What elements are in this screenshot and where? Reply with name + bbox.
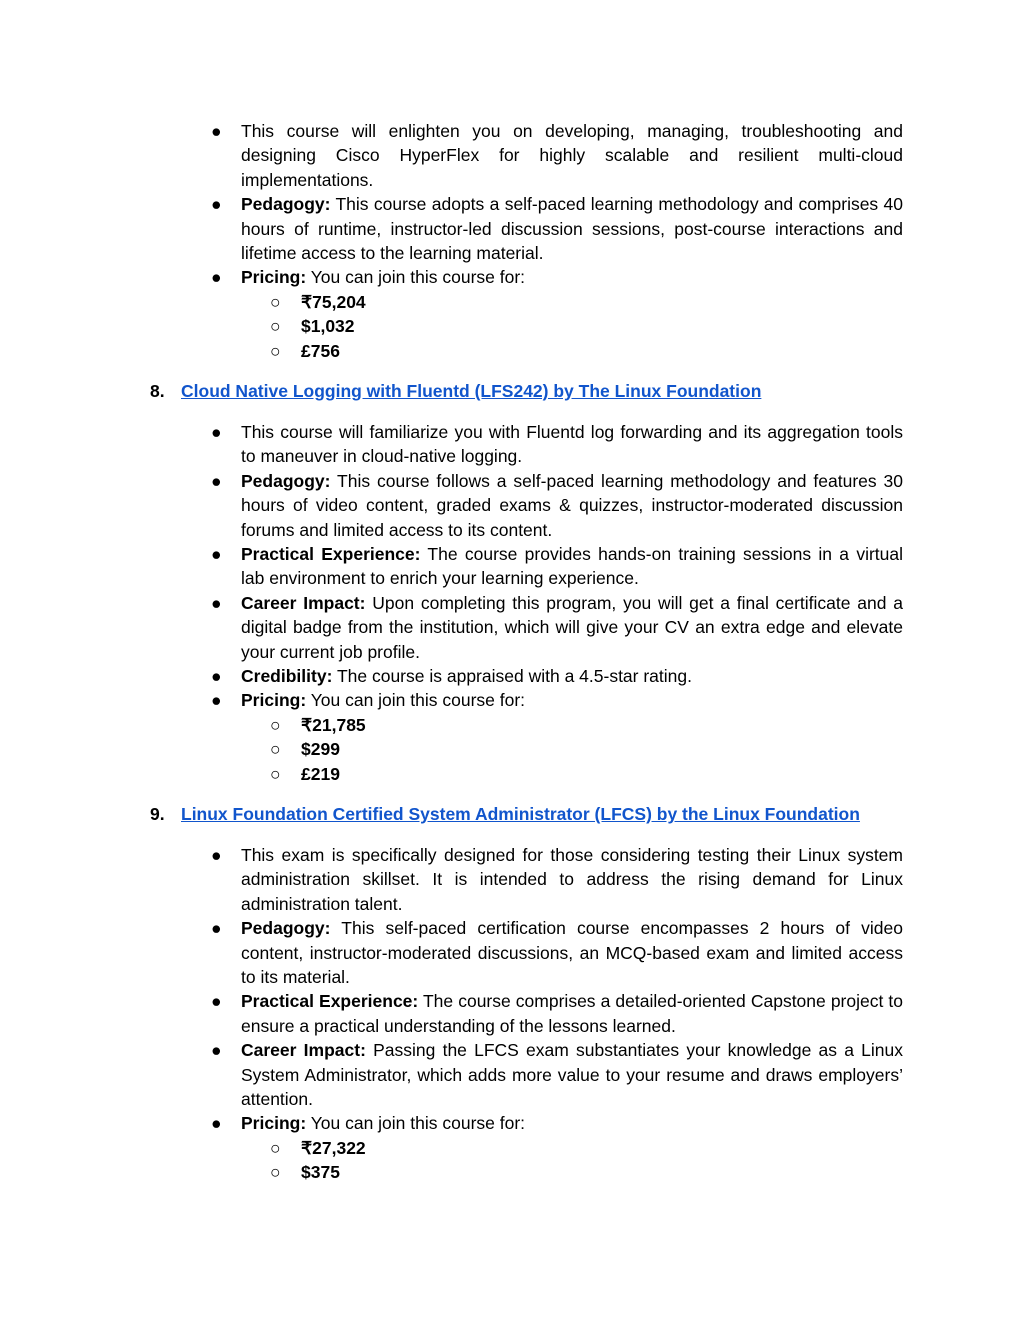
bullet-item (0, 1111, 903, 1135)
price-value: ₹75,204 (301, 291, 366, 312)
bullet-text: This course follows a self-paced learning methodology and features 30 hours of video content, graded exams & quizzes, instructor-moderated discussion forums and limited access to its content. (241, 470, 903, 540)
bullet-icon: ● (211, 1040, 222, 1061)
price-item (0, 314, 1024, 338)
section-9-bullet-list (0, 843, 1024, 1185)
bullet-item (0, 265, 903, 289)
price-item (0, 1160, 1024, 1184)
bullet-label: Career Impact: (241, 592, 366, 613)
bullet-label: Practical Experience: (241, 991, 419, 1012)
bullet-icon: ● (211, 194, 222, 215)
bullet-icon: ● (211, 918, 222, 939)
bullet-text: The course comprises a detailed-oriented Capstone project to ensure a practical understanding of the lessons learned. (241, 991, 903, 1036)
circle-bullet-icon: ○ (270, 714, 281, 735)
price-item (0, 737, 1024, 761)
price-value: £756 (301, 340, 340, 361)
bullet-text: You can join this course for: (306, 1113, 526, 1134)
bullet-label: Credibility: (241, 666, 333, 687)
price-item (0, 1136, 1024, 1160)
course-title-link[interactable]: Linux Foundation Certified System Administrator (LFCS) by the Linux Foundation (181, 804, 860, 824)
price-value: $299 (301, 739, 340, 760)
circle-bullet-icon: ○ (270, 316, 281, 337)
bullet-item (0, 119, 903, 192)
circle-bullet-icon: ○ (270, 340, 281, 361)
bullet-icon: ● (211, 544, 222, 565)
bullet-icon: ● (211, 690, 222, 711)
bullet-icon: ● (211, 267, 222, 288)
bullet-icon: ● (211, 422, 222, 442)
price-value: £219 (301, 763, 340, 784)
bullet-item (0, 843, 903, 916)
bullet-item (0, 420, 903, 469)
bullet-item (0, 989, 903, 1038)
price-value: ₹27,322 (301, 1137, 366, 1158)
bullet-item (0, 688, 903, 712)
bullet-item (0, 469, 903, 542)
section-number: 8. (150, 381, 165, 401)
circle-bullet-icon: ○ (270, 1137, 281, 1158)
bullet-item (0, 1038, 903, 1111)
circle-bullet-icon: ○ (270, 291, 281, 312)
bullet-icon: ● (211, 121, 222, 141)
section-7-bullet-list (0, 119, 1024, 363)
bullet-label: Pricing: (241, 1113, 307, 1134)
bullet-text: The course is appraised with a 4.5-star rating. (332, 666, 692, 687)
bullet-text: Passing the LFCS exam substantiates your knowledge as a Linux System Administrator, which adds more value to your resume and draws employers’ attention. (241, 1040, 903, 1110)
bullet-label: Practical Experience: (241, 544, 421, 565)
bullet-icon: ● (211, 845, 222, 865)
bullet-text: Upon completing this program, you will get a final certificate and a digital badge from the institution, which will give your CV an extra edge and elevate your current job profile. (241, 592, 903, 662)
bullet-text: This self-paced certification course encompasses 2 hours of video content, instructor-moderated discussions, an MCQ-based exam and limited access to its material. (241, 918, 903, 988)
bullet-item (0, 542, 903, 591)
bullet-item (0, 916, 903, 989)
bullet-label: Pedagogy: (241, 194, 331, 215)
price-value: $1,032 (301, 316, 355, 337)
price-item (0, 713, 1024, 737)
bullet-icon: ● (211, 470, 222, 491)
bullet-text: This course will enlighten you on developing, managing, troubleshooting and designing Cisco HyperFlex for highly scalable and resilient multi-cloud implementations. (241, 121, 903, 190)
bullet-text: You can join this course for: (306, 267, 526, 288)
bullet-icon: ● (211, 991, 222, 1012)
price-item (0, 762, 1024, 786)
bullet-icon: ● (211, 592, 222, 613)
section-number: 9. (150, 804, 165, 824)
bullet-label: Pricing: (241, 690, 307, 711)
course-title-link[interactable]: Cloud Native Logging with Fluentd (LFS242) by The Linux Foundation (181, 381, 762, 401)
circle-bullet-icon: ○ (270, 739, 281, 760)
circle-bullet-icon: ○ (270, 1162, 281, 1183)
bullet-label: Pedagogy: (241, 470, 331, 491)
bullet-icon: ● (211, 666, 222, 687)
bullet-item (0, 192, 903, 265)
price-value: $375 (301, 1162, 340, 1183)
bullet-item (0, 591, 903, 664)
bullet-text: The course provides hands-on training sessions in a virtual lab environment to enrich your learning experience. (241, 544, 903, 589)
bullet-label: Career Impact: (241, 1040, 366, 1061)
circle-bullet-icon: ○ (270, 763, 281, 784)
bullet-label: Pricing: (241, 267, 307, 288)
price-item (0, 339, 1024, 363)
bullet-text: This course adopts a self-paced learning methodology and comprises 40 hours of runtime, instructor-led discussion sessions, post-course interactions and lifetime access to the learning material. (241, 194, 903, 264)
bullet-label: Pedagogy: (241, 918, 331, 939)
bullet-text: This exam is specifically designed for those considering testing their Linux system administration skillset. It is intended to address the rising demand for Linux administration talent. (241, 845, 903, 914)
price-value: ₹21,785 (301, 714, 366, 735)
bullet-text: You can join this course for: (306, 690, 526, 711)
bullet-text: This course will familiarize you with Fluentd log forwarding and its aggregation tools to maneuver in cloud-native logging. (241, 422, 903, 467)
bullet-icon: ● (211, 1113, 222, 1134)
bullet-item (0, 664, 903, 688)
price-item (0, 290, 1024, 314)
section-8-bullet-list (0, 420, 1024, 786)
